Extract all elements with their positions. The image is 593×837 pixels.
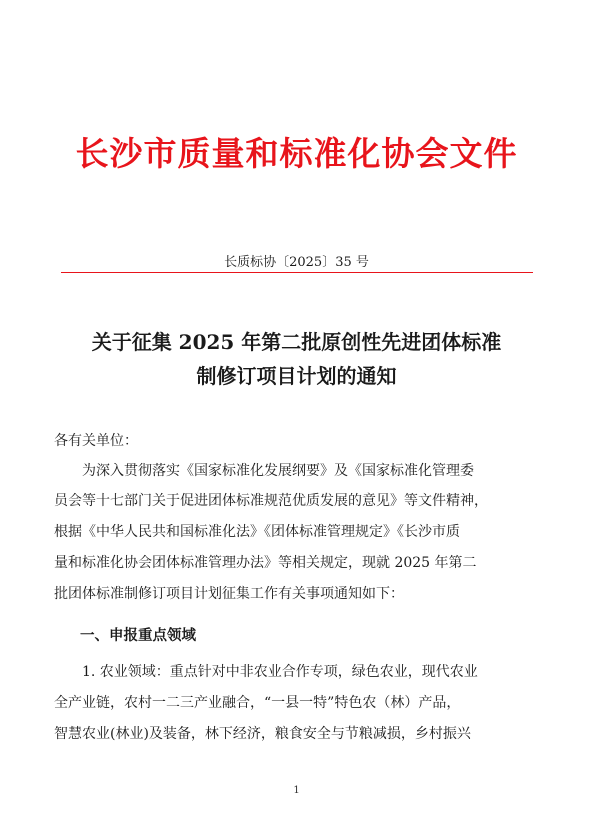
page-number: 1: [293, 785, 300, 796]
paragraph-line: 员会等十七部门关于促进团体标准规范优质发展的意见》等文件精神，: [54, 493, 488, 509]
paragraph-line: 批团体标准制修订项目计划征集工作有关事项通知如下：: [54, 586, 404, 602]
paragraph-line: 根据《中华人民共和国标准化法》《团体标准管理规定》《长沙市质: [54, 524, 460, 540]
salutation: 各有关单位：: [54, 433, 138, 449]
notice-title-line-1: 关于征集 2025 年第二批原创性先进团体标准: [91, 330, 502, 354]
section-heading: 一、申报重点领域: [80, 628, 196, 644]
list-item-line: 全产业链，农村一二三产业融合，“一县一特”特色农（林）产品，: [54, 695, 461, 711]
list-item-line: 智慧农业(林业)及装备，林下经济，粮食安全与节粮减损，乡村振兴: [54, 726, 471, 742]
header-red-divider: [61, 272, 533, 273]
notice-title-line-2: 制修订项目计划的通知: [196, 364, 397, 388]
document-number: 长质标协〔2025〕35 号: [224, 255, 369, 270]
paragraph-line: 为深入贯彻落实《国家标准化发展纲要》及《国家标准化管理委: [82, 463, 474, 479]
paragraph-line: 量和标准化协会团体标准管理办法》等相关规定，现就 2025 年第二: [54, 555, 477, 571]
list-item-line: 1. 农业领域：重点针对中非农业合作专项，绿色农业，现代农业: [82, 664, 478, 680]
org-header-title: 长沙市质量和标准化协会文件: [75, 134, 518, 173]
